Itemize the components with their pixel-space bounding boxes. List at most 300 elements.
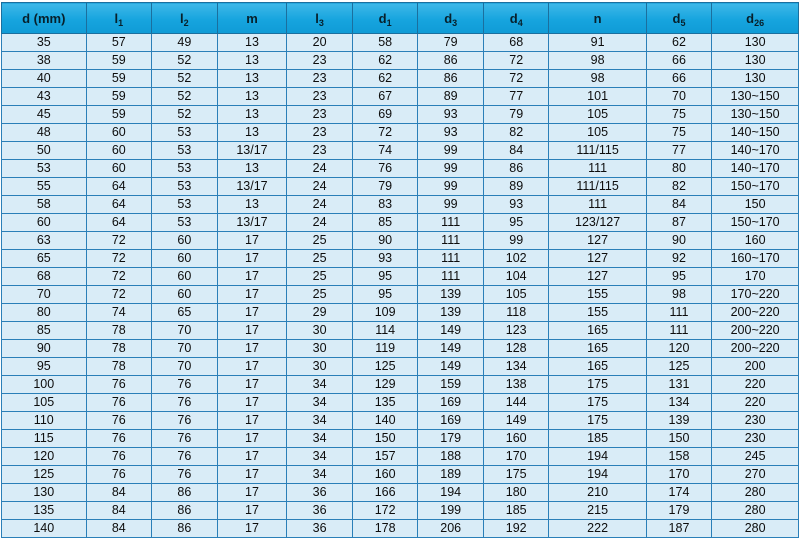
table-row	[2, 286, 799, 304]
table-cell: 104	[483, 268, 549, 286]
table-cell: 17	[217, 322, 287, 340]
table-cell: 90	[646, 232, 712, 250]
table-cell: 245	[712, 448, 799, 466]
table-cell: 13	[217, 124, 287, 142]
table-cell: 78	[86, 340, 152, 358]
table-row	[2, 520, 799, 538]
table-cell: 43	[2, 88, 87, 106]
table-cell: 62	[646, 34, 712, 52]
column-header-subscript: 26	[754, 17, 765, 28]
table-cell: 75	[646, 106, 712, 124]
table-cell: 150~170	[712, 178, 799, 196]
table-cell: 40	[2, 70, 87, 88]
table-cell: 49	[152, 34, 218, 52]
table-cell: 192	[483, 520, 549, 538]
table-cell: 76	[152, 448, 218, 466]
table-cell: 134	[646, 394, 712, 412]
column-header-label: $l_2$	[180, 10, 189, 28]
table-cell: 36	[287, 520, 353, 538]
table-cell: 84	[483, 142, 549, 160]
table-cell: 76	[152, 376, 218, 394]
table-cell: 114	[352, 322, 418, 340]
table-cell: 280	[712, 484, 799, 502]
bearing-dimension-table	[1, 2, 799, 538]
table-cell: 34	[287, 412, 353, 430]
table-cell: 91	[549, 34, 646, 52]
table-cell: 77	[483, 88, 549, 106]
table-cell: 138	[483, 376, 549, 394]
table-cell: 58	[352, 34, 418, 52]
table-cell: 130	[2, 484, 87, 502]
table-cell: 128	[483, 340, 549, 358]
table-cell: 60	[152, 250, 218, 268]
table-cell: 127	[549, 250, 646, 268]
table-cell: 160~170	[712, 250, 799, 268]
table-cell: 86	[483, 160, 549, 178]
table-row	[2, 412, 799, 430]
table-cell: 70	[152, 340, 218, 358]
table-row	[2, 70, 799, 88]
table-cell: 76	[86, 394, 152, 412]
table-cell: 72	[86, 250, 152, 268]
table-cell: 95	[2, 358, 87, 376]
table-cell: 76	[152, 466, 218, 484]
table-cell: 127	[549, 268, 646, 286]
table-cell: 17	[217, 286, 287, 304]
table-row	[2, 52, 799, 70]
table-cell: 60	[2, 214, 87, 232]
table-cell: 109	[352, 304, 418, 322]
table-row	[2, 268, 799, 286]
table-cell: 62	[352, 70, 418, 88]
table-cell: 34	[287, 466, 353, 484]
table-cell: 23	[287, 124, 353, 142]
table-cell: 60	[152, 232, 218, 250]
table-cell: 78	[86, 358, 152, 376]
table-cell: 170	[646, 466, 712, 484]
table-cell: 144	[483, 394, 549, 412]
table-cell: 111/115	[549, 178, 646, 196]
column-header-5	[352, 3, 418, 34]
table-cell: 59	[86, 106, 152, 124]
column-header-label: $d_1$	[378, 10, 392, 28]
table-row	[2, 340, 799, 358]
table-cell: 187	[646, 520, 712, 538]
table-cell: 24	[287, 160, 353, 178]
table-cell: 93	[418, 124, 484, 142]
table-cell: 29	[287, 304, 353, 322]
table-cell: 72	[86, 286, 152, 304]
column-header-label: m	[246, 10, 258, 26]
table-cell: 99	[418, 142, 484, 160]
table-cell: 90	[352, 232, 418, 250]
table-cell: 45	[2, 106, 87, 124]
table-cell: 23	[287, 106, 353, 124]
table-cell: 36	[287, 484, 353, 502]
table-cell: 17	[217, 466, 287, 484]
table-cell: 178	[352, 520, 418, 538]
table-cell: 105	[2, 394, 87, 412]
table-cell: 34	[287, 430, 353, 448]
table-cell: 79	[483, 106, 549, 124]
table-cell: 170	[712, 268, 799, 286]
table-cell: 149	[483, 412, 549, 430]
table-row	[2, 376, 799, 394]
column-header-subscript: 1	[118, 17, 124, 28]
column-header-label: $d_5$	[672, 10, 686, 28]
table-cell: 53	[152, 196, 218, 214]
table-cell: 68	[2, 268, 87, 286]
table-row	[2, 124, 799, 142]
table-cell: 95	[646, 268, 712, 286]
table-cell: 129	[352, 376, 418, 394]
table-cell: 17	[217, 268, 287, 286]
table-cell: 120	[2, 448, 87, 466]
table-cell: 72	[483, 70, 549, 88]
column-header-3	[217, 3, 287, 34]
table-cell: 63	[2, 232, 87, 250]
column-header-label: n	[593, 10, 602, 26]
table-cell: 62	[352, 52, 418, 70]
table-cell: 200	[712, 358, 799, 376]
table-cell: 149	[418, 358, 484, 376]
table-cell: 24	[287, 178, 353, 196]
table-cell: 34	[287, 448, 353, 466]
table-cell: 130	[712, 34, 799, 52]
table-cell: 165	[549, 358, 646, 376]
table-cell: 17	[217, 448, 287, 466]
table-cell: 85	[352, 214, 418, 232]
table-cell: 200~220	[712, 304, 799, 322]
table-cell: 70	[2, 286, 87, 304]
table-cell: 175	[549, 394, 646, 412]
table-row	[2, 178, 799, 196]
table-cell: 70	[152, 358, 218, 376]
table-cell: 120	[646, 340, 712, 358]
table-cell: 200~220	[712, 322, 799, 340]
table-cell: 179	[418, 430, 484, 448]
column-header-1	[86, 3, 152, 34]
table-cell: 89	[483, 178, 549, 196]
table-cell: 82	[646, 178, 712, 196]
table-cell: 79	[352, 178, 418, 196]
column-header-subscript: 3	[318, 17, 324, 28]
table-cell: 93	[352, 250, 418, 268]
table-cell: 139	[418, 304, 484, 322]
table-cell: 139	[646, 412, 712, 430]
table-cell: 13	[217, 70, 287, 88]
table-cell: 13/17	[217, 214, 287, 232]
table-cell: 175	[483, 466, 549, 484]
table-cell: 13	[217, 160, 287, 178]
table-cell: 65	[2, 250, 87, 268]
table-row	[2, 250, 799, 268]
table-row	[2, 430, 799, 448]
table-cell: 82	[483, 124, 549, 142]
table-cell: 172	[352, 502, 418, 520]
table-cell: 76	[86, 412, 152, 430]
table-cell: 206	[418, 520, 484, 538]
table-cell: 70	[152, 322, 218, 340]
table-cell: 111	[646, 304, 712, 322]
table-cell: 149	[418, 322, 484, 340]
table-cell: 115	[2, 430, 87, 448]
table-cell: 52	[152, 70, 218, 88]
table-cell: 185	[483, 502, 549, 520]
table-cell: 89	[418, 88, 484, 106]
table-cell: 25	[287, 268, 353, 286]
table-cell: 52	[152, 106, 218, 124]
table-row	[2, 358, 799, 376]
table-cell: 140~170	[712, 160, 799, 178]
column-header-label: d (mm)	[22, 10, 66, 26]
table-cell: 64	[86, 214, 152, 232]
table-cell: 165	[549, 322, 646, 340]
table-cell: 175	[549, 412, 646, 430]
table-header-row	[2, 3, 799, 34]
column-header-subscript: 4	[517, 17, 523, 28]
table-cell: 52	[152, 88, 218, 106]
table-cell: 85	[2, 322, 87, 340]
table-cell: 78	[86, 322, 152, 340]
table-row	[2, 304, 799, 322]
table-cell: 150	[646, 430, 712, 448]
table-cell: 13/17	[217, 142, 287, 160]
table-cell: 99	[418, 160, 484, 178]
table-cell: 57	[86, 34, 152, 52]
table-cell: 166	[352, 484, 418, 502]
table-cell: 158	[646, 448, 712, 466]
table-cell: 220	[712, 376, 799, 394]
table-cell: 210	[549, 484, 646, 502]
table-cell: 179	[646, 502, 712, 520]
table-cell: 13	[217, 106, 287, 124]
table-cell: 160	[712, 232, 799, 250]
table-cell: 55	[2, 178, 87, 196]
table-cell: 149	[418, 340, 484, 358]
table-cell: 125	[646, 358, 712, 376]
table-cell: 150	[712, 196, 799, 214]
table-row	[2, 106, 799, 124]
table-row	[2, 394, 799, 412]
table-row	[2, 322, 799, 340]
table-cell: 200~220	[712, 340, 799, 358]
table-cell: 140~150	[712, 124, 799, 142]
table-cell: 17	[217, 502, 287, 520]
table-cell: 17	[217, 394, 287, 412]
column-header-10	[712, 3, 799, 34]
table-row	[2, 214, 799, 232]
table-row	[2, 448, 799, 466]
table-cell: 66	[646, 52, 712, 70]
table-cell: 59	[86, 70, 152, 88]
table-cell: 25	[287, 232, 353, 250]
table-cell: 111	[418, 232, 484, 250]
table-cell: 98	[549, 52, 646, 70]
table-cell: 111	[549, 160, 646, 178]
table-cell: 24	[287, 214, 353, 232]
column-header-9	[646, 3, 712, 34]
table-cell: 80	[2, 304, 87, 322]
table-cell: 95	[352, 286, 418, 304]
table-cell: 194	[549, 466, 646, 484]
table-cell: 130~150	[712, 106, 799, 124]
column-header-subscript: 2	[183, 17, 189, 28]
table-cell: 169	[418, 412, 484, 430]
table-cell: 13	[217, 196, 287, 214]
table-cell: 13	[217, 34, 287, 52]
table-cell: 105	[549, 106, 646, 124]
column-header-label: $d_{26}$	[746, 10, 765, 28]
table-cell: 125	[352, 358, 418, 376]
table-cell: 135	[2, 502, 87, 520]
table-cell: 36	[287, 502, 353, 520]
table-cell: 59	[86, 88, 152, 106]
table-cell: 17	[217, 430, 287, 448]
table-cell: 92	[646, 250, 712, 268]
table-cell: 95	[352, 268, 418, 286]
column-header-2	[152, 3, 218, 34]
table-cell: 53	[152, 142, 218, 160]
table-cell: 95	[483, 214, 549, 232]
table-cell: 79	[418, 34, 484, 52]
table-cell: 155	[549, 286, 646, 304]
table-cell: 131	[646, 376, 712, 394]
table-cell: 34	[287, 376, 353, 394]
table-cell: 52	[152, 52, 218, 70]
table-cell: 105	[483, 286, 549, 304]
table-cell: 111	[418, 214, 484, 232]
table-cell: 23	[287, 88, 353, 106]
table-cell: 17	[217, 232, 287, 250]
table-cell: 125	[2, 466, 87, 484]
table-cell: 72	[352, 124, 418, 142]
table-cell: 99	[418, 178, 484, 196]
table-cell: 150~170	[712, 214, 799, 232]
table-cell: 76	[152, 412, 218, 430]
table-cell: 111/115	[549, 142, 646, 160]
column-header-0	[2, 3, 87, 34]
table-cell: 20	[287, 34, 353, 52]
table-cell: 86	[418, 52, 484, 70]
table-cell: 30	[287, 358, 353, 376]
column-header-label: $l_1$	[114, 10, 124, 28]
table-cell: 185	[549, 430, 646, 448]
table-cell: 60	[152, 286, 218, 304]
table-cell: 74	[86, 304, 152, 322]
table-cell: 170~220	[712, 286, 799, 304]
table-cell: 72	[86, 268, 152, 286]
table-cell: 30	[287, 340, 353, 358]
table-cell: 60	[86, 160, 152, 178]
table-cell: 50	[2, 142, 87, 160]
table-cell: 134	[483, 358, 549, 376]
table-cell: 76	[152, 394, 218, 412]
table-cell: 76	[352, 160, 418, 178]
column-header-subscript: 3	[452, 17, 458, 28]
table-cell: 280	[712, 502, 799, 520]
table-row	[2, 160, 799, 178]
table-cell: 111	[549, 196, 646, 214]
table-cell: 87	[646, 214, 712, 232]
table-cell: 123	[483, 322, 549, 340]
table-cell: 76	[86, 448, 152, 466]
table-cell: 84	[86, 484, 152, 502]
table-row	[2, 196, 799, 214]
table-cell: 80	[646, 160, 712, 178]
column-header-label: $l_3$	[315, 10, 324, 28]
table-cell: 93	[418, 106, 484, 124]
table-cell: 23	[287, 52, 353, 70]
table-cell: 68	[483, 34, 549, 52]
table-cell: 17	[217, 304, 287, 322]
table-cell: 130~150	[712, 88, 799, 106]
table-cell: 53	[152, 160, 218, 178]
table-cell: 140	[2, 520, 87, 538]
table-row	[2, 232, 799, 250]
table-cell: 60	[86, 124, 152, 142]
table-cell: 23	[287, 142, 353, 160]
table-cell: 72	[86, 232, 152, 250]
table-cell: 17	[217, 250, 287, 268]
table-row	[2, 484, 799, 502]
table-cell: 34	[287, 394, 353, 412]
table-cell: 35	[2, 34, 87, 52]
table-cell: 139	[418, 286, 484, 304]
table-cell: 53	[152, 124, 218, 142]
table-cell: 60	[152, 268, 218, 286]
table-cell: 86	[152, 484, 218, 502]
table-cell: 150	[352, 430, 418, 448]
table-cell: 17	[217, 376, 287, 394]
table-cell: 123/127	[549, 214, 646, 232]
table-cell: 130	[712, 52, 799, 70]
table-cell: 280	[712, 520, 799, 538]
table-cell: 118	[483, 304, 549, 322]
table-cell: 111	[418, 250, 484, 268]
table-cell: 66	[646, 70, 712, 88]
table-cell: 220	[712, 394, 799, 412]
table-cell: 160	[483, 430, 549, 448]
table-cell: 17	[217, 358, 287, 376]
table-cell: 159	[418, 376, 484, 394]
table-cell: 58	[2, 196, 87, 214]
table-cell: 230	[712, 412, 799, 430]
table-cell: 111	[418, 268, 484, 286]
table-cell: 119	[352, 340, 418, 358]
table-cell: 24	[287, 196, 353, 214]
table-cell: 105	[549, 124, 646, 142]
table-cell: 270	[712, 466, 799, 484]
column-header-subscript: 5	[680, 17, 686, 28]
table-cell: 222	[549, 520, 646, 538]
table-cell: 188	[418, 448, 484, 466]
table-cell: 86	[152, 520, 218, 538]
column-header-label: $d_4$	[509, 10, 523, 28]
table-cell: 69	[352, 106, 418, 124]
table-cell: 67	[352, 88, 418, 106]
table-cell: 76	[86, 466, 152, 484]
table-cell: 84	[646, 196, 712, 214]
table-row	[2, 502, 799, 520]
table-cell: 101	[549, 88, 646, 106]
table-cell: 64	[86, 196, 152, 214]
table-row	[2, 34, 799, 52]
table-row	[2, 466, 799, 484]
table-cell: 76	[86, 430, 152, 448]
table-cell: 86	[152, 502, 218, 520]
table-cell: 170	[483, 448, 549, 466]
